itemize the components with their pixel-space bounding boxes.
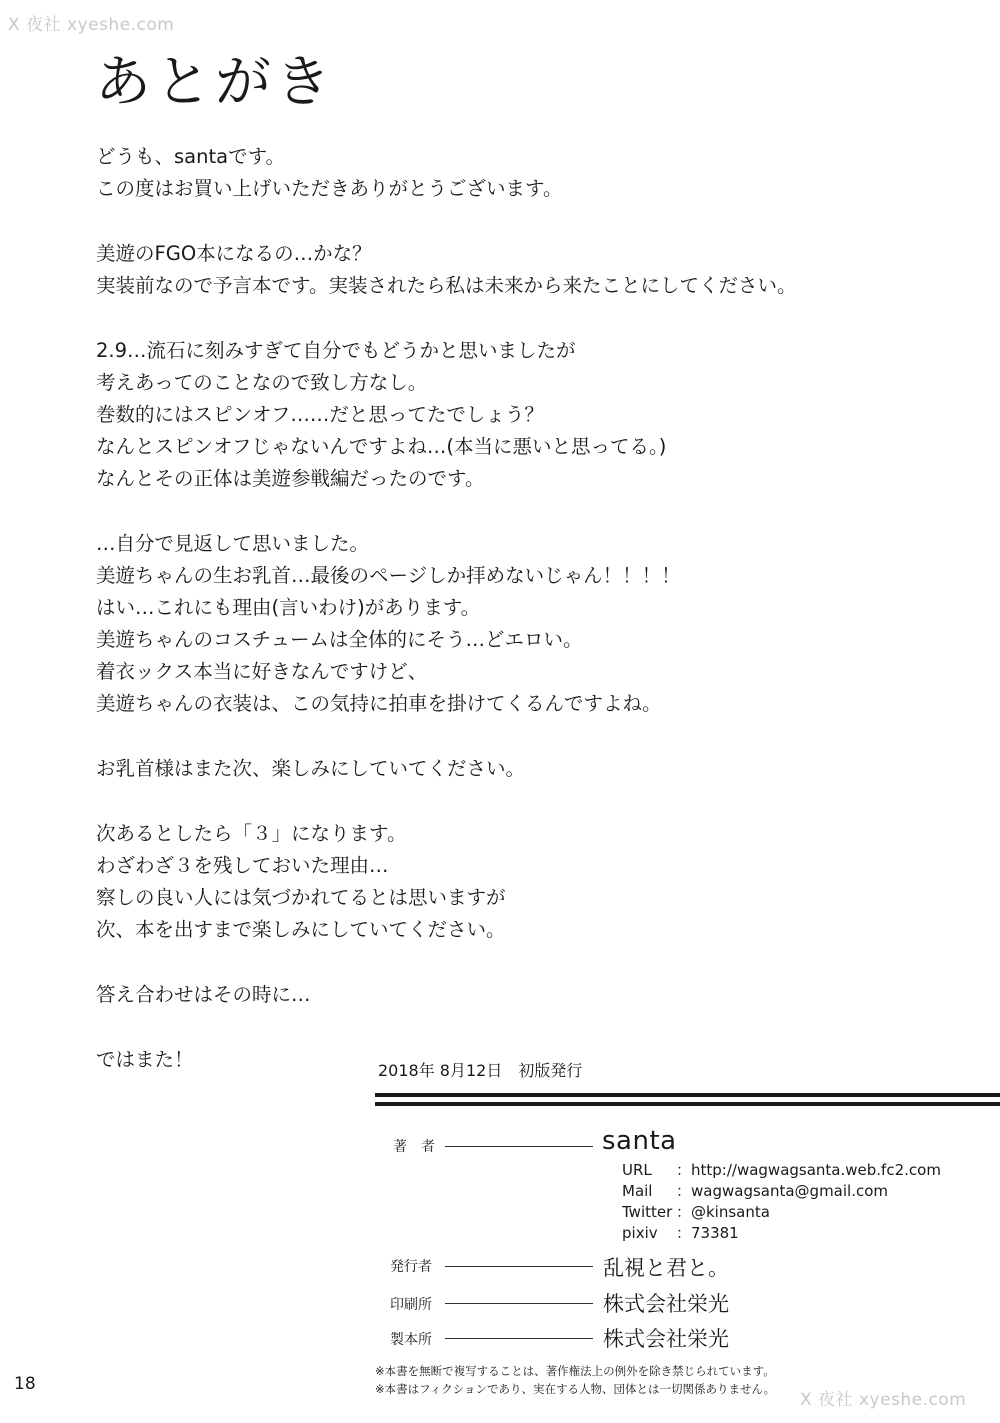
text-line: 次、本を出すまで楽しみにしていてください。 <box>96 918 506 941</box>
colophon-rule-bottom <box>375 1102 1000 1106</box>
contact-mail-label: Mail <box>622 1182 653 1200</box>
author-name: santa <box>602 1126 677 1156</box>
contact-url-value: ：http://wagwagsanta.web.fc2.com <box>676 1161 941 1179</box>
text-line: わざわざ３を残しておいた理由… <box>96 854 389 877</box>
paragraph <box>96 335 976 495</box>
publisher-name: 乱視と君と。 <box>603 1256 729 1280</box>
legal-notes <box>375 1362 775 1398</box>
legal-note: ※本書を無断で複写することは、著作権法上の例外を除き禁じられています。 <box>375 1364 775 1378</box>
text-line: はい…これにも理由(言いわけ)があります。 <box>96 596 481 619</box>
text-line: なんとスピンオフじゃないんですよね…(本当に悪いと思ってる。) <box>96 435 667 458</box>
afterword-body <box>96 141 976 1109</box>
contact-pixiv-value: ：73381 <box>676 1224 739 1242</box>
binder-leader-line <box>445 1338 593 1339</box>
text-line: 察しの良い人には気づかれてるとは思いますが <box>96 886 506 909</box>
text-line: 美遊のFGO本になるの…かな？ <box>96 242 372 265</box>
text-line: なんとその正体は美遊参戦編だったのです。 <box>96 467 485 490</box>
printer-label: 印刷所 <box>390 1297 432 1313</box>
text-line: ではまた！ <box>96 1048 194 1071</box>
text-line: この度はお買い上げいただきありがとうございます。 <box>96 177 563 200</box>
printer-name: 株式会社栄光 <box>603 1292 729 1316</box>
legal-note: ※本書はフィクションであり、実在する人物、団体とは一切関係ありません。 <box>375 1382 776 1396</box>
text-line: 次あるとしたら「３」になります。 <box>96 822 407 845</box>
text-line: 2.9…流石に刻みすぎて自分でもどうかと思いましたが <box>96 339 576 362</box>
publication-date: 2018年 8月12日 初版発行 <box>378 1061 583 1080</box>
page-number: 18 <box>14 1374 36 1394</box>
binder-name: 株式会社栄光 <box>603 1327 729 1351</box>
text-line: 美遊ちゃんの生お乳首…最後のページしか拝めないじゃん！！！！ <box>96 564 681 587</box>
text-line: 美遊ちゃんの衣装は、この気持に拍車を掛けてくるんですよね。 <box>96 692 662 715</box>
contact-twitter-value: ：@kinsanta <box>676 1203 770 1221</box>
page-title: あとがき <box>95 50 335 115</box>
text-line: お乳首様はまた次、楽しみにしていてください。 <box>96 757 526 780</box>
paragraph <box>96 238 976 302</box>
paragraph <box>96 528 976 720</box>
text-line: 美遊ちゃんのコスチュームは全体的にそう…どエロい。 <box>96 628 583 651</box>
author-leader-line <box>445 1146 593 1147</box>
contact-pixiv-label: pixiv <box>622 1224 658 1242</box>
publisher-leader-line <box>445 1266 593 1267</box>
binder-label: 製本所 <box>390 1332 432 1348</box>
text-line: 考えあってのことなので致し方なし。 <box>96 371 428 394</box>
watermark-bottom: X 夜社 xyeshe.com <box>800 1390 967 1410</box>
colophon-rule-top <box>375 1093 1000 1097</box>
paragraph <box>96 141 976 205</box>
author-contacts <box>622 1160 941 1244</box>
text-line: …自分で見返して思いました。 <box>96 532 370 555</box>
text-line: 着衣ックス本当に好きなんですけど、 <box>96 660 428 683</box>
watermark-top: X 夜社 xyeshe.com <box>8 15 175 35</box>
contact-mail-value: ：wagwagsanta@gmail.com <box>676 1182 889 1200</box>
publisher-label: 発行者 <box>390 1259 432 1275</box>
author-label: 著 者 <box>393 1139 435 1155</box>
contact-twitter-label: Twitter <box>622 1203 673 1221</box>
paragraph <box>96 753 976 785</box>
paragraph <box>96 818 976 946</box>
printer-leader-line <box>445 1303 593 1304</box>
contact-url-label: URL <box>622 1161 652 1179</box>
text-line: 実装前なので予言本です。実装されたら私は未来から来たことにしてください。 <box>96 274 797 297</box>
text-line: 答え合わせはその時に… <box>96 983 311 1006</box>
paragraph <box>96 979 976 1011</box>
text-line: 巻数的にはスピンオフ……だと思ってたでしょう？ <box>96 403 544 426</box>
text-line: どうも、santaです。 <box>96 145 286 168</box>
